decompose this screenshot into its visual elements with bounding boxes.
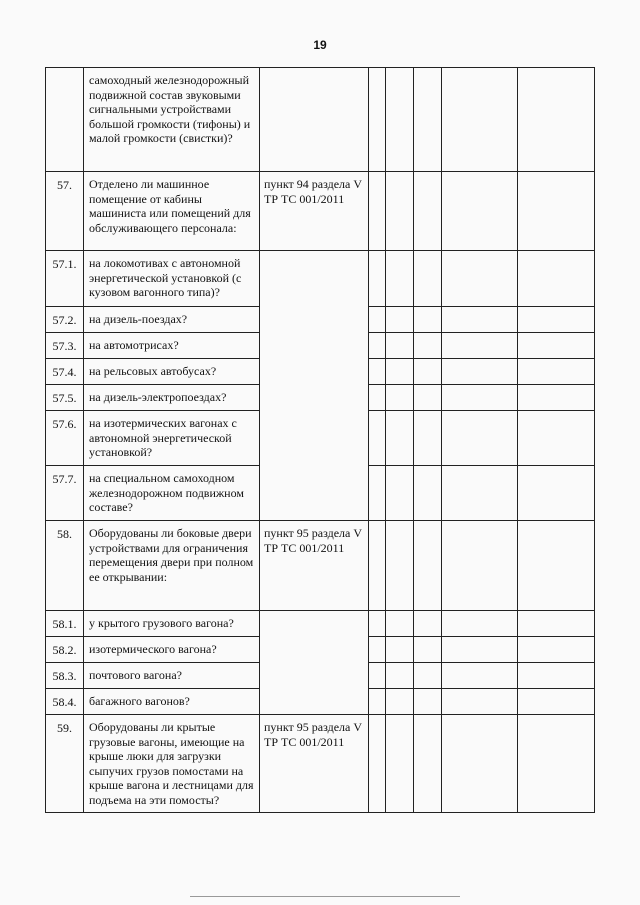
table-row — [46, 385, 595, 411]
item-number: 59. — [46, 715, 84, 813]
answer-cell — [369, 521, 386, 611]
table-row — [46, 307, 595, 333]
answer-cell — [442, 663, 518, 689]
answer-cell — [442, 172, 518, 251]
table-row — [46, 251, 595, 307]
answer-cell — [414, 307, 442, 333]
answer-cell — [369, 68, 386, 172]
answer-cell — [386, 637, 414, 663]
item-number: 57.2. — [46, 307, 84, 333]
table-row — [46, 359, 595, 385]
requirement-question: на дизель-поездах? — [84, 307, 260, 333]
answer-cell — [442, 68, 518, 172]
item-number: 58. — [46, 521, 84, 611]
requirement-question: у крытого грузового вагона? — [84, 611, 260, 637]
answer-cell — [386, 385, 414, 411]
requirement-question: на дизель-электропоездах? — [84, 385, 260, 411]
answer-cell — [442, 359, 518, 385]
answer-cell — [386, 172, 414, 251]
requirement-question: багажного вагонов? — [84, 689, 260, 715]
answer-cell — [442, 333, 518, 359]
table-row — [46, 172, 595, 251]
requirement-question: Оборудованы ли боковые двери устройствами для ограничения перемещения двери при полном ее открывании: — [84, 521, 260, 611]
answer-cell — [369, 689, 386, 715]
item-number: 58.2. — [46, 637, 84, 663]
answer-cell — [386, 68, 414, 172]
answer-cell — [386, 307, 414, 333]
answer-cell — [518, 663, 595, 689]
answer-cell — [386, 663, 414, 689]
legal-reference — [260, 68, 369, 172]
table-row — [46, 333, 595, 359]
answer-cell — [386, 411, 414, 466]
table-row — [46, 521, 595, 611]
answer-cell — [518, 466, 595, 521]
answer-cell — [386, 251, 414, 307]
table-row — [46, 637, 595, 663]
answer-cell — [442, 521, 518, 611]
item-number: 58.3. — [46, 663, 84, 689]
legal-reference — [260, 689, 369, 715]
answer-cell — [414, 521, 442, 611]
answer-cell — [518, 611, 595, 637]
answer-cell — [369, 715, 386, 813]
answer-cell — [518, 385, 595, 411]
checklist-table — [45, 67, 595, 813]
answer-cell — [369, 251, 386, 307]
requirement-question: на локомотивах с автономной энергетической установкой (с кузовом вагонного типа)? — [84, 251, 260, 307]
table-row — [46, 715, 595, 813]
item-number: 58.1. — [46, 611, 84, 637]
answer-cell — [414, 172, 442, 251]
legal-reference — [260, 637, 369, 663]
answer-cell — [369, 333, 386, 359]
answer-cell — [386, 333, 414, 359]
legal-reference — [260, 663, 369, 689]
answer-cell — [518, 715, 595, 813]
legal-reference — [260, 466, 369, 521]
answer-cell — [386, 359, 414, 385]
answer-cell — [518, 68, 595, 172]
answer-cell — [386, 715, 414, 813]
legal-reference — [260, 359, 369, 385]
answer-cell — [414, 466, 442, 521]
answer-cell — [442, 251, 518, 307]
answer-cell — [518, 637, 595, 663]
answer-cell — [518, 172, 595, 251]
item-number: 57.3. — [46, 333, 84, 359]
table-row — [46, 466, 595, 521]
table-row — [46, 663, 595, 689]
answer-cell — [442, 611, 518, 637]
answer-cell — [518, 359, 595, 385]
answer-cell — [369, 385, 386, 411]
answer-cell — [414, 411, 442, 466]
table-row — [46, 68, 595, 172]
answer-cell — [442, 411, 518, 466]
answer-cell — [386, 466, 414, 521]
requirement-question: Оборудованы ли крытые грузовые вагоны, имеющие на крыше люки для загрузки сыпучих грузов помостами на крыше вагона и лестницами для подъема на эти помосты? — [84, 715, 260, 813]
requirement-question: на изотермических вагонах с автономной энергетической установкой? — [84, 411, 260, 466]
requirement-question: изотермического вагона? — [84, 637, 260, 663]
item-number: 57.5. — [46, 385, 84, 411]
answer-cell — [369, 411, 386, 466]
legal-reference — [260, 385, 369, 411]
table-row — [46, 611, 595, 637]
answer-cell — [518, 251, 595, 307]
answer-cell — [414, 689, 442, 715]
answer-cell — [414, 611, 442, 637]
requirement-question: на автомотрисах? — [84, 333, 260, 359]
legal-reference — [260, 611, 369, 637]
item-number: 57. — [46, 172, 84, 251]
legal-reference: пункт 95 раздела V ТР ТС 001/2011 — [260, 521, 369, 611]
legal-reference — [260, 307, 369, 333]
answer-cell — [442, 689, 518, 715]
requirement-question: на рельсовых автобусах? — [84, 359, 260, 385]
answer-cell — [518, 307, 595, 333]
legal-reference — [260, 411, 369, 466]
answer-cell — [442, 715, 518, 813]
answer-cell — [386, 611, 414, 637]
answer-cell — [518, 411, 595, 466]
answer-cell — [518, 689, 595, 715]
answer-cell — [414, 663, 442, 689]
answer-cell — [442, 307, 518, 333]
legal-reference: пункт 94 раздела V ТР ТС 001/2011 — [260, 172, 369, 251]
answer-cell — [386, 689, 414, 715]
answer-cell — [442, 466, 518, 521]
answer-cell — [518, 521, 595, 611]
answer-cell — [414, 359, 442, 385]
requirement-question: самоходный железнодорожный подвижной состав звуковыми сигнальными устройствами большой громкости (тифоны) и малой громкости (свистки)? — [84, 68, 260, 172]
item-number: 57.6. — [46, 411, 84, 466]
answer-cell — [369, 359, 386, 385]
answer-cell — [414, 68, 442, 172]
legal-reference — [260, 333, 369, 359]
item-number: 57.7. — [46, 466, 84, 521]
item-number: 58.4. — [46, 689, 84, 715]
answer-cell — [414, 333, 442, 359]
requirement-question: почтового вагона? — [84, 663, 260, 689]
table-row — [46, 411, 595, 466]
page-number: 19 — [313, 38, 327, 52]
legal-reference — [260, 251, 369, 307]
answer-cell — [386, 521, 414, 611]
answer-cell — [442, 385, 518, 411]
answer-cell — [414, 385, 442, 411]
answer-cell — [442, 637, 518, 663]
answer-cell — [369, 637, 386, 663]
answer-cell — [369, 172, 386, 251]
item-number: 57.1. — [46, 251, 84, 307]
table-row — [46, 689, 595, 715]
requirement-question: на специальном самоходном железнодорожном подвижном составе? — [84, 466, 260, 521]
answer-cell — [414, 715, 442, 813]
answer-cell — [369, 663, 386, 689]
answer-cell — [369, 466, 386, 521]
legal-reference: пункт 95 раздела V ТР ТС 001/2011 — [260, 715, 369, 813]
answer-cell — [369, 307, 386, 333]
item-number: 57.4. — [46, 359, 84, 385]
answer-cell — [369, 611, 386, 637]
answer-cell — [414, 637, 442, 663]
answer-cell — [414, 251, 442, 307]
bottom-rule — [190, 896, 460, 897]
answer-cell — [518, 333, 595, 359]
requirement-question: Отделено ли машинное помещение от кабины машиниста или помещений для обслуживающего персонала: — [84, 172, 260, 251]
item-number — [46, 68, 84, 172]
